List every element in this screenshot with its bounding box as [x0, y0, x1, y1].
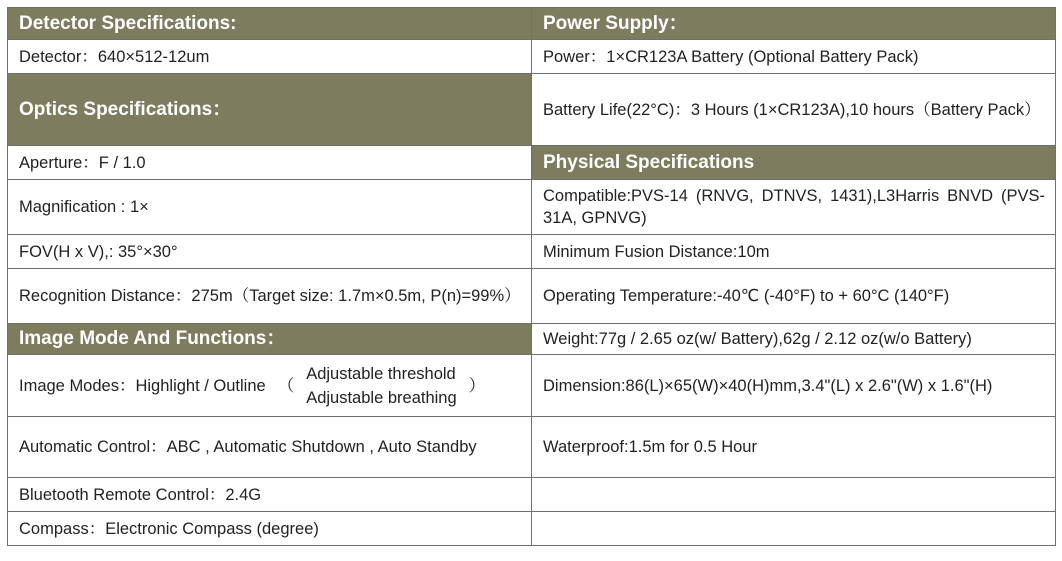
power-cell: Power：1×CR123A Battery (Optional Battery Pack) [532, 40, 1056, 74]
image-modes-label: Image Modes：Highlight / Outline [19, 376, 266, 395]
detector-cell: Detector：640×512-12um [8, 40, 532, 74]
empty-cell [532, 512, 1056, 546]
table-row [8, 324, 1056, 355]
image-modes-content [19, 362, 521, 410]
fusion-distance-cell: Minimum Fusion Distance:10m [532, 235, 1056, 269]
mode-breathing: Adjustable breathing [306, 388, 457, 407]
empty-cell [532, 478, 1056, 512]
automatic-control-cell: Automatic Control：ABC , Automatic Shutdown , Auto Standby [8, 417, 532, 478]
waterproof-cell: Waterproof:1.5m for 0.5 Hour [532, 417, 1056, 478]
table-row [8, 146, 1056, 180]
battery-life-cell: Battery Life(22°C)：3 Hours (1×CR123A),10 hours（Battery Pack） [532, 74, 1056, 146]
operating-temperature-cell: Operating Temperature:-40℃ (-40°F) to + 60°C (140°F) [532, 269, 1056, 324]
power-supply-header: Power Supply： [532, 8, 1056, 40]
table-row [8, 417, 1056, 478]
recognition-distance-cell: Recognition Distance：275m（Target size: 1.7m×0.5m, P(n)=99%） [8, 269, 532, 324]
mode-threshold: Adjustable threshold [306, 364, 456, 383]
magnification-cell: Magnification : 1× [8, 180, 532, 235]
specifications-table [7, 7, 1056, 546]
optics-specifications-header: Optics Specifications： [8, 74, 532, 146]
table-row [8, 8, 1056, 40]
table-row [8, 235, 1056, 269]
aperture-cell: Aperture：F / 1.0 [8, 146, 532, 180]
dimension-cell: Dimension:86(L)×65(W)×40(H)mm,3.4"(L) x 2.6"(W) x 1.6"(H) [532, 355, 1056, 417]
image-modes-cell [8, 355, 532, 417]
compass-cell: Compass：Electronic Compass (degree) [8, 512, 532, 546]
table-row [8, 180, 1056, 235]
compatible-cell: Compatible:PVS-14 (RNVG, DTNVS, 1431),L3Harris BNVD (PVS-31A, GPNVG) [532, 180, 1056, 235]
table-row [8, 269, 1056, 324]
table-row [8, 355, 1056, 417]
table-row [8, 478, 1056, 512]
open-paren: （ [277, 376, 295, 395]
detector-specifications-header: Detector Specifications: [8, 8, 532, 40]
fov-cell: FOV(H x V),: 35°×30° [8, 235, 532, 269]
close-paren: ） [468, 376, 486, 395]
table-row [8, 40, 1056, 74]
bluetooth-cell: Bluetooth Remote Control：2.4G [8, 478, 532, 512]
physical-specifications-header: Physical Specifications [532, 146, 1056, 180]
table-row [8, 74, 1056, 146]
table-row [8, 512, 1056, 546]
weight-cell: Weight:77g / 2.65 oz(w/ Battery),62g / 2.12 oz(w/o Battery) [532, 324, 1056, 355]
mode-options-list [306, 362, 456, 410]
image-mode-header: Image Mode And Functions： [8, 324, 532, 355]
